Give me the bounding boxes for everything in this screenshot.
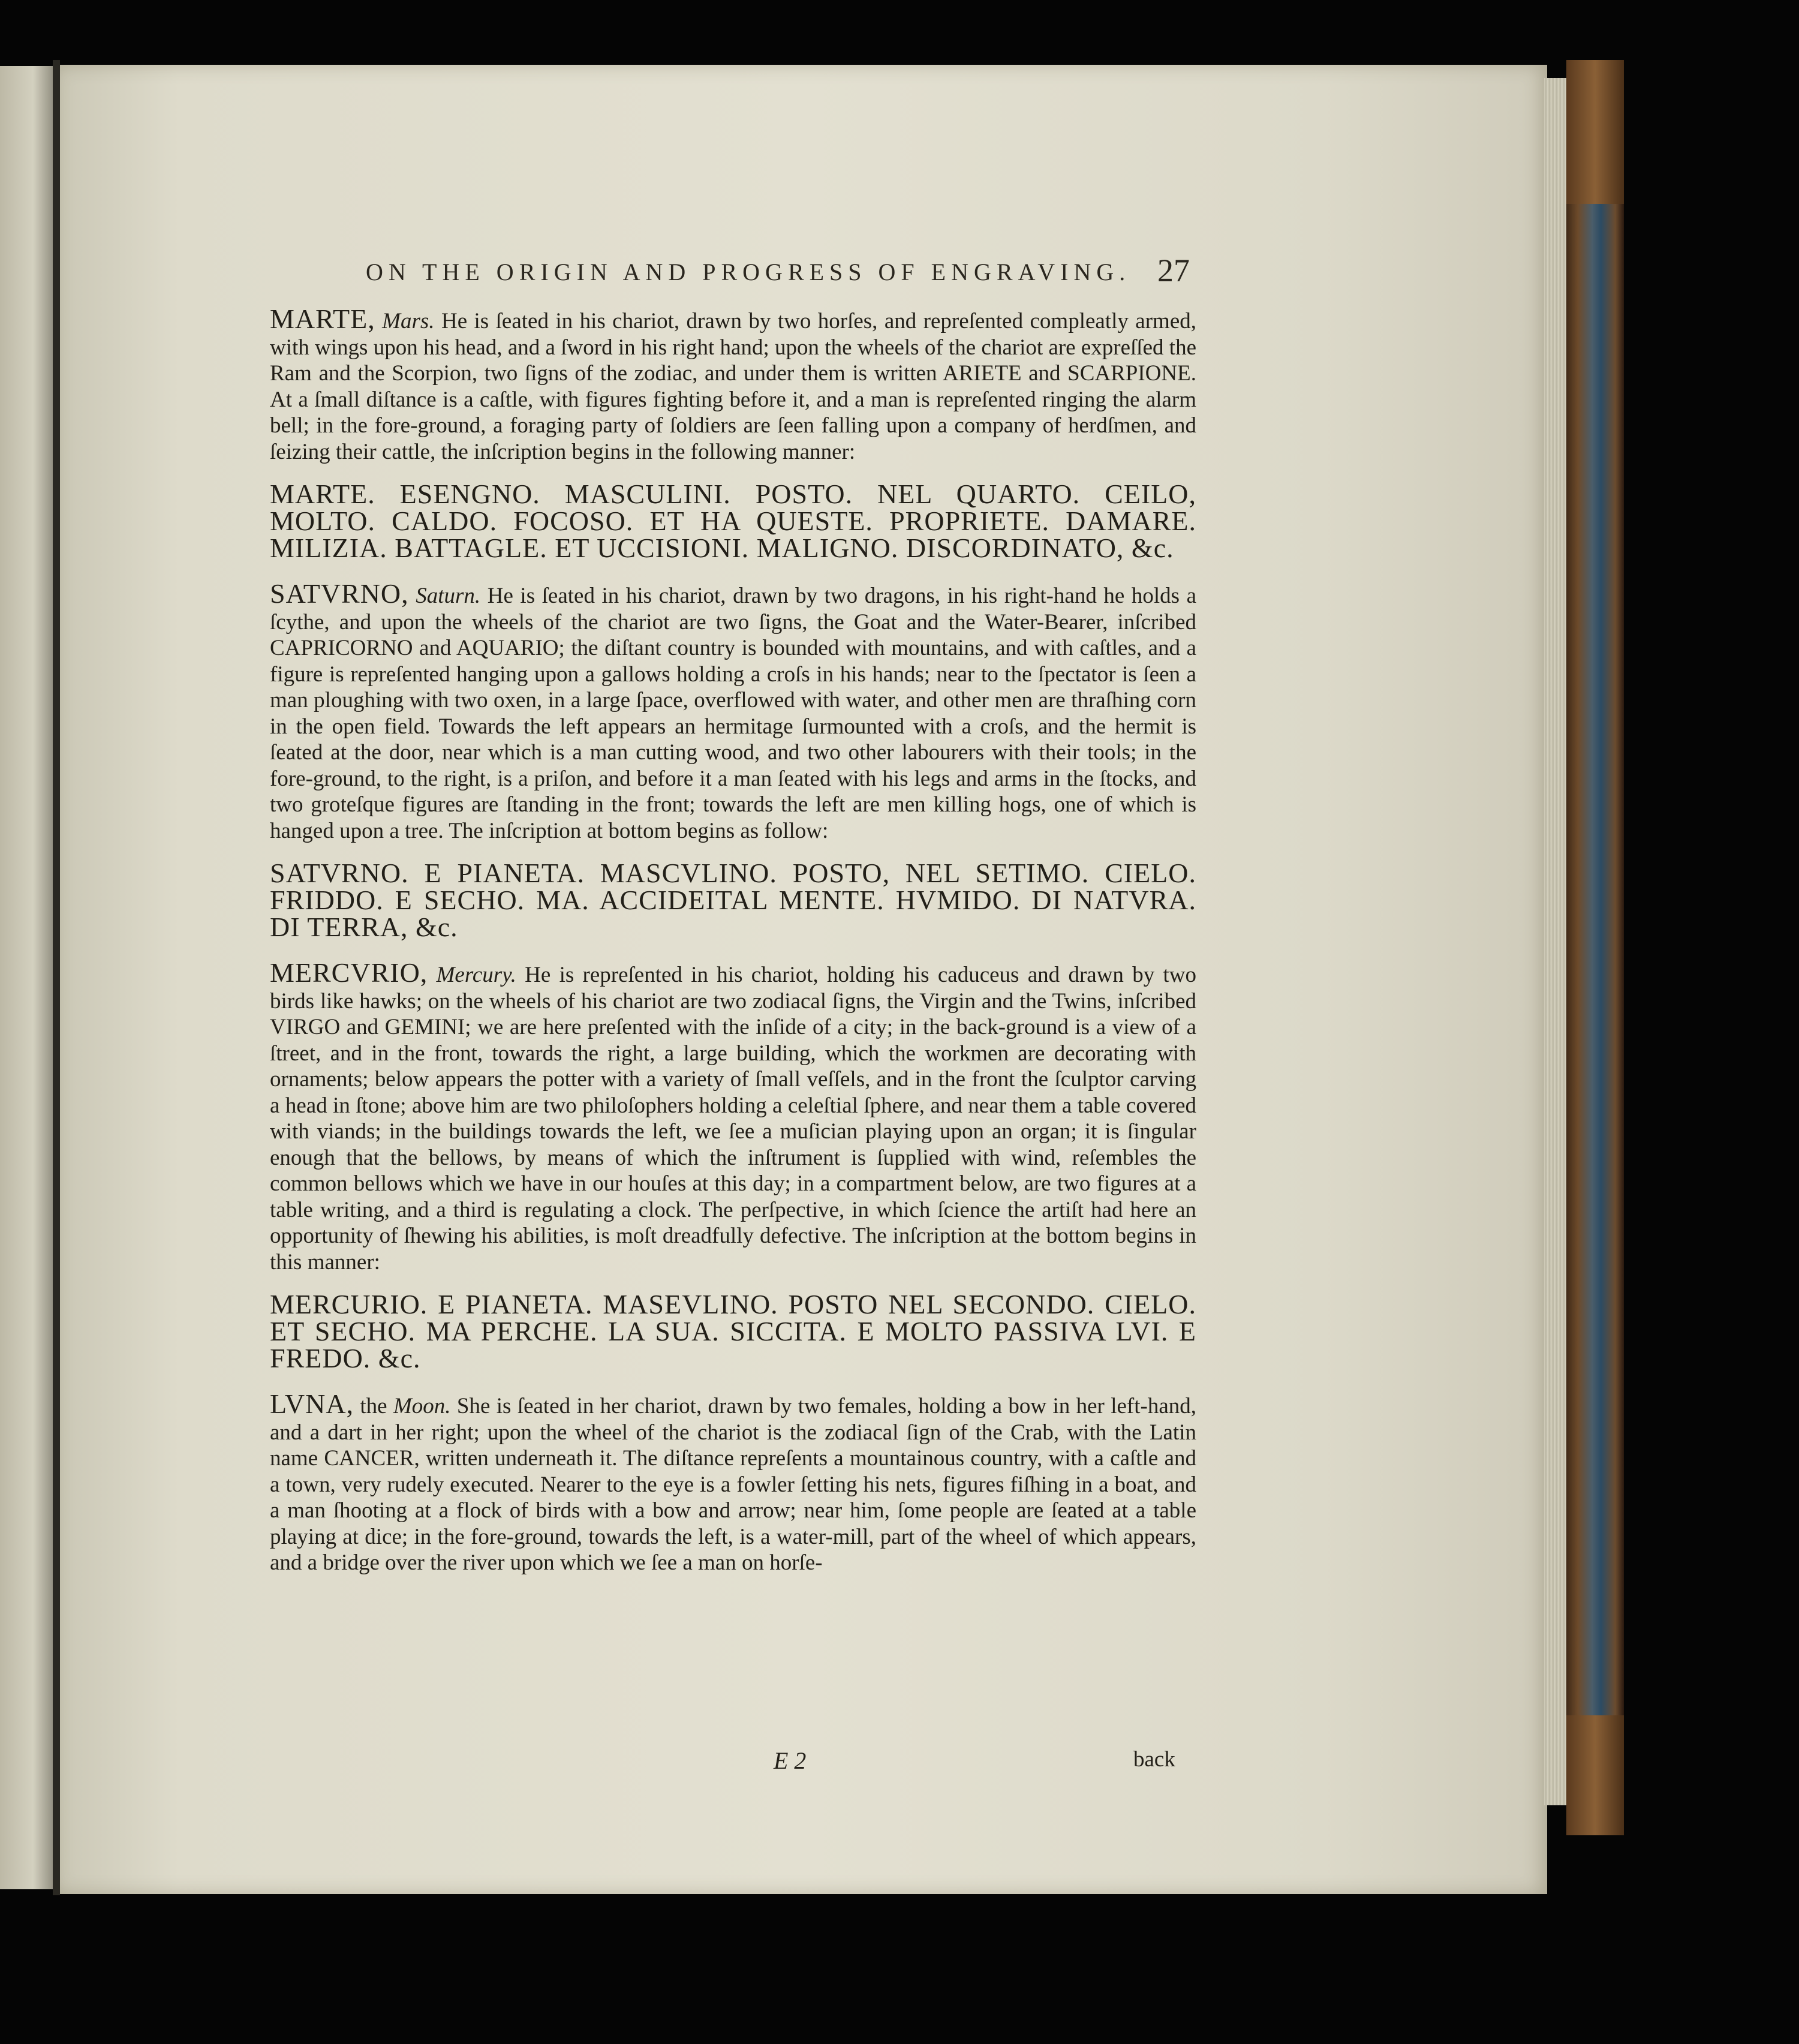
- paragraph-mercury: [270, 957, 1196, 1275]
- planet-english-name: Mars.: [382, 309, 435, 333]
- planet-english-name: Moon.: [393, 1394, 451, 1418]
- paragraph-moon: [270, 1388, 1197, 1576]
- running-title: ON THE ORIGIN AND PROGRESS OF ENGRAVING.: [366, 258, 1131, 285]
- book-binding-spine: [1566, 60, 1624, 1835]
- binding-leather-top: [1566, 60, 1624, 204]
- inscription-saturn: SATVRNO. E PIANETA. MASCVLINO. POSTO, NEL SETIMO. CIELO. FRIDDO. E SECHO. MA. ACCIDEITAL MENTE. HVMIDO. DI NATVRA. DI TERRA, &c.: [270, 858, 1196, 942]
- paragraph-body: She is ſeated in her chariot, drawn by two females, holding a bow in her left-hand, and a dart in her right; upon the wheel of the chariot is the zodiacal ſign of the Crab, with the Latin name CANCER, written underneath it. The diſtance repreſents a mountainous country, with a caſtle and a town, very rudely executed. Nearer to the eye is a fowler ſetting his nets, figures fiſhing in a boat, and a man ſhooting at a flock of birds with a bow and arrow; near him, ſome people are ſeated at a table playing at dice; in the fore-ground, towards the left, is a water-mill, part of the wheel of which appears, and a bridge over the river upon which we ſee a man on horſe-: [270, 1394, 1197, 1575]
- catchword: back: [1133, 1747, 1175, 1772]
- paragraph-mars: [270, 303, 1196, 465]
- paragraph-body: He is repreſented in his chariot, holding his caduceus and drawn by two birds like hawks; on the wheels of his chariot are two zodiacal ſigns, the Virgin and the Twins, inſcribed VIRGO and GEMINI; we are here preſented with the inſide of a city; in the back-ground is a view of a ſtreet, and in the front, towards the right, a large building, which the workmen are decorating with ornaments; below appears the potter with a variety of ſmall veſſels, and in the front the ſculptor carving a head in ſtone; above him are two philoſophers holding a celeſtial ſphere, and near them a table covered with viands; in the buildings towards the left, we ſee a muſician playing upon an organ; it is ſingular enough that the bellows, by means of which the inſtrument is ſupplied with wind, reſembles the common bellows which we have in our houſes at this day; in a compartment below, are two figures at a table writing, and a third is regulating a clock. The perſpective, in which ſcience the artiſt had here an opportunity of ſhewing his abilities, is moſt dreadfully defective. The inſcription at the bottom begins in this manner:: [270, 963, 1196, 1275]
- book-gutter: [53, 60, 60, 1895]
- page-footer: [0, 1747, 1799, 1783]
- page-text: [270, 303, 1197, 1576]
- planet-english-name: Saturn.: [416, 584, 481, 608]
- inscription-mars: MARTE. ESENGNO. MASCULINI. POSTO. NEL QUARTO. CEILO, MOLTO. CALDO. FOCOSO. ET HA QUESTE. PROPRIETE. DAMARE. MILIZIA. BATTAGLE. ET UCCISIONI. MALIGNO. DISCORDINATO, &c.: [270, 479, 1196, 563]
- page-block-edges: [1544, 78, 1568, 1805]
- paragraph-saturn: [270, 578, 1197, 844]
- planet-name: MERCVRIO,: [270, 957, 428, 988]
- signature-mark: E 2: [774, 1747, 807, 1774]
- planet-name: MARTE,: [270, 303, 375, 334]
- inscription-mercury: MERCURIO. E PIANETA. MASEVLINO. POSTO NEL SECONDO. CIELO. ET SECHO. MA PERCHE. LA SUA. SICCITA. E MOLTO PASSIVA LVI. E FREDO. &c.: [270, 1289, 1196, 1373]
- paragraph-body: He is ſeated in his chariot, drawn by two horſes, and repreſented compleatly armed, with wings upon his head, and a ſword in his right hand; upon the wheels of the chariot are expreſſed the Ram and the Scorpion, two ſigns of the zodiac, and under them is written ARIETE and SCARPIONE. At a ſmall diſtance is a caſtle, with figures fighting before it, and a man is repreſented ringing the alarm bell; in the fore-ground, a foraging party of ſoldiers are ſeen falling upon a company of herdſmen, and ſeizing their cattle, the inſcription begins in the following manner:: [270, 309, 1196, 464]
- paragraph-body: He is ſeated in his chariot, drawn by two dragons, in his right-hand he holds a ſcythe, and upon the wheels of the chariot are two ſigns, the Goat and the Water-Bearer, inſcribed CAPRICORNO and AQUARIO; the diſtant country is bounded with mountains, and with caſtles, and a figure is repreſented hanging upon a gallows holding a croſs in his hands; near to the ſpectator is ſeen a man ploughing with two oxen, in a large ſpace, overflowed with water, and other men are thraſhing corn in the open field. Towards the left appears an hermitage ſurmounted with a croſs, and the hermit is ſeated at the door, near which is a man cutting wood, and two other labourers with their tools; in the fore-ground, to the right, is a priſon, and before it a man ſeated with his legs and arms in the ſtocks, and two groteſque figures are ſtanding in the front; towards the left are men killing hogs, one of which is hanged upon a tree. The inſcription at bottom begins as follow:: [270, 584, 1197, 843]
- left-page-edge: [0, 66, 55, 1889]
- planet-english-name: Mercury.: [436, 963, 516, 987]
- article-word: the: [360, 1394, 387, 1418]
- planet-name: SATVRNO,: [270, 578, 409, 609]
- planet-name: LVNA,: [270, 1388, 354, 1419]
- page-number: 27: [1157, 253, 1190, 288]
